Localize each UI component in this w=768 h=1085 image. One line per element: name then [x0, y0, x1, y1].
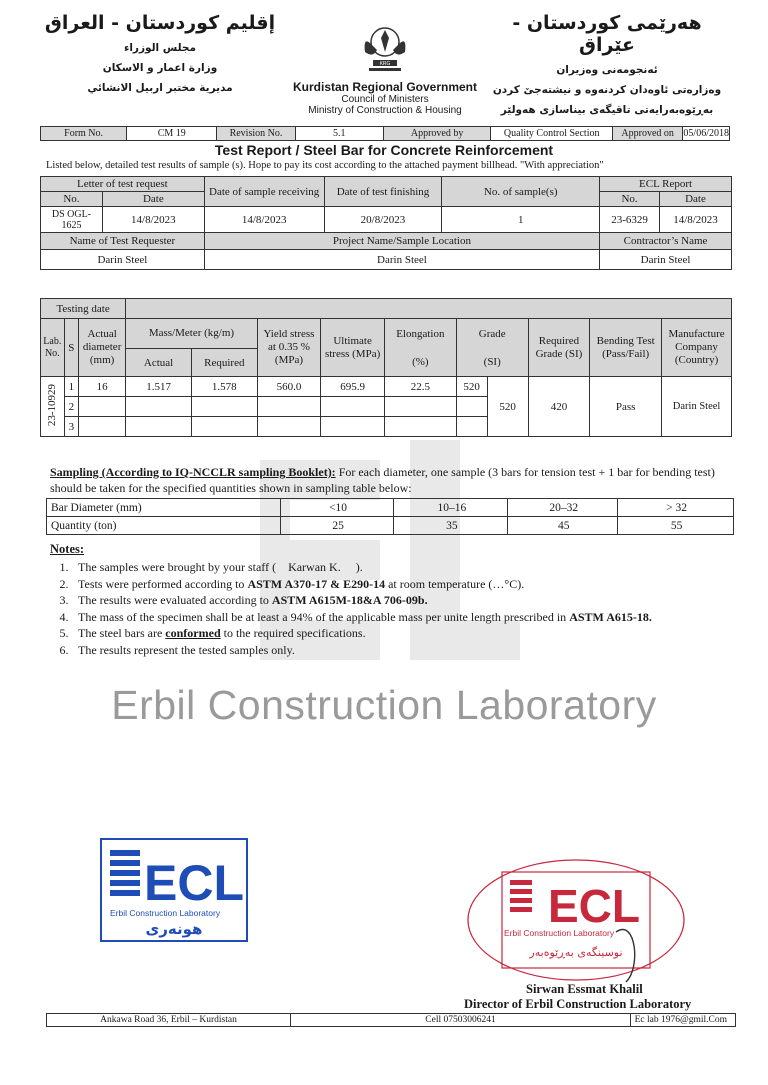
list-item: 2. Tests were performed according to ASTM A370-17 & E290-14 at room temperature (…°C). — [59, 576, 525, 591]
letter-date: 14/8/2023 — [102, 207, 204, 233]
approved-on-value: 05/06/2018 — [683, 128, 729, 139]
diameter-range: > 32 — [618, 499, 734, 517]
intro-text: Listed below, detailed test results of sample (s). Hope to pay its cost according to the attached payment billhead. "With appreciation" — [46, 160, 604, 171]
ecl-date: 14/8/2023 — [660, 207, 732, 233]
staff-name: Karwan K. — [288, 560, 341, 574]
footer-email: Ec lab 1976@gmil.Com — [634, 1015, 727, 1025]
arabic-directorate: مديرية مختبر اربيل الانشائي — [87, 82, 233, 94]
sample-ultimate — [321, 417, 385, 437]
request-table — [40, 176, 732, 270]
ultimate-header: Ultimate stress (MPa) — [321, 319, 385, 377]
red-stamp — [466, 858, 696, 988]
approved-by-value: Quality Control Section — [491, 127, 612, 140]
sample-mass-required — [191, 417, 257, 437]
manufacturer-header: Manufacture Company (Country) — [662, 319, 732, 377]
samples-header: No. of sample(s) — [442, 177, 600, 207]
finishing-header: Date of test finishing — [324, 177, 442, 207]
approved-by-label: Approved by — [384, 127, 492, 140]
quantity-value: 45 — [508, 517, 618, 535]
signatory-name: Sirwan Essmat Khalil — [526, 982, 643, 996]
footer-phone: Cell 07503006241 — [291, 1014, 631, 1026]
footer — [46, 1013, 736, 1027]
list-item: 5. The steel bars are conformed to the required specifications. — [59, 626, 366, 640]
testing-date-value — [126, 299, 732, 319]
s-header: S — [64, 319, 78, 377]
blue-stamp-lab: Erbil Construction Laboratory — [110, 908, 221, 918]
sample-mass-actual — [126, 417, 192, 437]
arabic-council: مجلس الوزراء — [123, 42, 197, 54]
red-seal-icon — [466, 858, 696, 988]
letter-date-header: Date — [102, 192, 204, 207]
form-no-label: Form No. — [41, 127, 127, 140]
arabic-ministry: وزارة اعمار و الاسكان — [102, 62, 218, 74]
signatory-title: Director of Erbil Construction Laboratory — [464, 997, 692, 1011]
project-header: Project Name/Sample Location — [204, 233, 599, 250]
form-info-bar — [40, 126, 730, 141]
kurdish-council: ئەنجومەنی وەزیران — [556, 64, 658, 76]
required-grade-header: Required Grade (SI) — [528, 319, 590, 377]
svg-text:KRG: KRG — [379, 61, 391, 67]
elongation-unit: (%) — [384, 349, 456, 377]
svg-text:ECL: ECL — [548, 880, 640, 932]
yield-header: Yield stress at 0.35 % (MPa) — [257, 319, 321, 377]
diameter-header: Actual diameter (mm) — [79, 319, 126, 377]
list-item: 6. The results represent the tested samples only. — [59, 642, 295, 657]
testing-date-label: Testing date — [41, 299, 126, 319]
bending-header: Bending Test (Pass/Fail) — [590, 319, 662, 377]
table-row — [47, 517, 734, 535]
red-stamp-lab: Erbil Construction Laboratory — [504, 928, 615, 938]
kurdish-ministry: وەزارەتی ئاوەدان کردنەوە و نیشتەجێ کردن — [492, 84, 722, 96]
sample-grade — [456, 397, 487, 417]
finishing-date: 20/8/2023 — [324, 207, 442, 233]
requester-header: Name of Test Requester — [41, 233, 205, 250]
quantity-value: 35 — [394, 517, 508, 535]
required-grade: 420 — [528, 377, 590, 437]
receiving-header: Date of sample receiving — [204, 177, 324, 207]
lab-no-text: 23-10929 — [46, 383, 59, 427]
receiving-date: 14/8/2023 — [204, 207, 324, 233]
diameter-label: Bar Diameter (mm) — [47, 499, 281, 517]
ecl-no-header: No. — [600, 192, 660, 207]
sampling-body: For each diameter, one sample (3 bars for tension test + 1 bar for bending test) should be taken for the specified quantities shown in sampling table below: — [50, 465, 715, 495]
list-item: 1. The samples were brought by your staff ( Karwan K. ). — [59, 560, 363, 574]
arabic-title: إقليم كوردستان - العراق — [44, 12, 276, 34]
sample-s: 1 — [64, 377, 78, 397]
arabic-header — [40, 12, 280, 94]
bending-result: Pass — [590, 377, 662, 437]
table-row — [41, 377, 732, 397]
sampling-text — [50, 464, 740, 496]
letter-no-header: No. — [41, 192, 103, 207]
contractor-name: Darin Steel — [600, 250, 732, 270]
sample-elongation: 22.5 — [384, 377, 456, 397]
sample-ultimate: 695.9 — [321, 377, 385, 397]
sample-yield — [257, 397, 321, 417]
sampling-heading: Sampling (According to IQ-NCCLR sampling Booklet): — [50, 465, 336, 479]
grade-unit: (SI) — [456, 349, 528, 377]
mass-required-header: Required — [191, 349, 257, 377]
sample-elongation — [384, 397, 456, 417]
results-table — [40, 298, 732, 437]
kurdish-directorate: بەڕێوەبەرایەتی تاقیگەی بیناسازی هەولێر — [500, 104, 714, 116]
ecl-header: ECL Report — [600, 177, 732, 192]
letter-header: Letter of test request — [41, 177, 205, 192]
blue-stamp-kurdish: هونەری — [145, 920, 203, 938]
quantity-label: Quantity (ton) — [47, 517, 281, 535]
mass-actual-header: Actual — [126, 349, 192, 377]
requester-name: Darin Steel — [41, 250, 205, 270]
sample-diameter — [79, 397, 126, 417]
blue-stamp — [100, 838, 248, 942]
page-title: Test Report / Steel Bar for Concrete Reinforcement — [214, 142, 554, 158]
revision-label: Revision No. — [217, 127, 295, 140]
quantity-value: 55 — [618, 517, 734, 535]
sample-grade — [456, 417, 487, 437]
sampling-table — [46, 498, 734, 535]
krg-emblem-icon — [355, 22, 415, 76]
sample-s: 2 — [64, 397, 78, 417]
red-stamp-kurdish: نوسینگەی بەڕێوەبەر — [529, 946, 623, 959]
footer-address: Ankawa Road 36, Erbil – Kurdistan — [47, 1014, 291, 1026]
sample-s: 3 — [64, 417, 78, 437]
lab-no-header: Lab. No. — [41, 319, 65, 377]
diameter-range: 20–32 — [508, 499, 618, 517]
sample-mass-actual: 1.517 — [126, 377, 192, 397]
grade-header: Grade — [456, 319, 528, 349]
list-item: 3. The results were evaluated according to ASTM A615M-18&A 706-09b. — [59, 593, 428, 607]
sample-grade: 520 — [456, 377, 487, 397]
ecl-no: 23-6329 — [600, 207, 660, 233]
revision-value: 5.1 — [296, 127, 384, 140]
sample-elongation — [384, 417, 456, 437]
krg-ministry: Ministry of Construction & Housing — [308, 105, 462, 116]
sample-diameter: 16 — [79, 377, 126, 397]
project-name: Darin Steel — [204, 250, 599, 270]
quantity-value: 25 — [280, 517, 394, 535]
mass-header: Mass/Meter (kg/m) — [126, 319, 257, 349]
form-no-value: CM 19 — [127, 127, 217, 140]
sample-yield: 560.0 — [257, 377, 321, 397]
kurdish-title: هەرێمی کوردستان - عێراق — [512, 12, 702, 56]
krg-name: Kurdistan Regional Government — [292, 80, 478, 94]
approved-on-label: Approved on — [613, 127, 684, 140]
sample-mass-required — [191, 397, 257, 417]
grade-summary: 520 — [487, 377, 528, 437]
diameter-range: 10–16 — [394, 499, 508, 517]
elongation-header: Elongation — [384, 319, 456, 349]
lab-no — [41, 377, 65, 437]
krg-council: Council of Ministers — [341, 94, 429, 105]
notes-title: Notes: — [50, 542, 85, 556]
svg-text:ECL: ECL — [144, 855, 244, 908]
lab-name-banner: Erbil Construction Laboratory — [111, 682, 657, 728]
notes-section — [50, 542, 710, 658]
krg-header — [280, 22, 490, 116]
contractor-header: Contractor’s Name — [600, 233, 732, 250]
sample-ultimate — [321, 397, 385, 417]
diameter-range: <10 — [280, 499, 394, 517]
sample-mass-actual — [126, 397, 192, 417]
letter-no: DS OGL-1625 — [41, 207, 103, 233]
sample-yield — [257, 417, 321, 437]
sample-count: 1 — [442, 207, 600, 233]
table-row — [47, 499, 734, 517]
ecl-date-header: Date — [660, 192, 732, 207]
sample-diameter — [79, 417, 126, 437]
ecl-logo-icon — [104, 844, 248, 908]
list-item: 4. The mass of the specimen shall be at least a 94% of the applicable mass per unite length prescribed in ASTM A615-18. — [59, 609, 652, 624]
sample-mass-required: 1.578 — [191, 377, 257, 397]
kurdish-header — [482, 12, 732, 116]
manufacturer: Darin Steel — [662, 377, 732, 437]
